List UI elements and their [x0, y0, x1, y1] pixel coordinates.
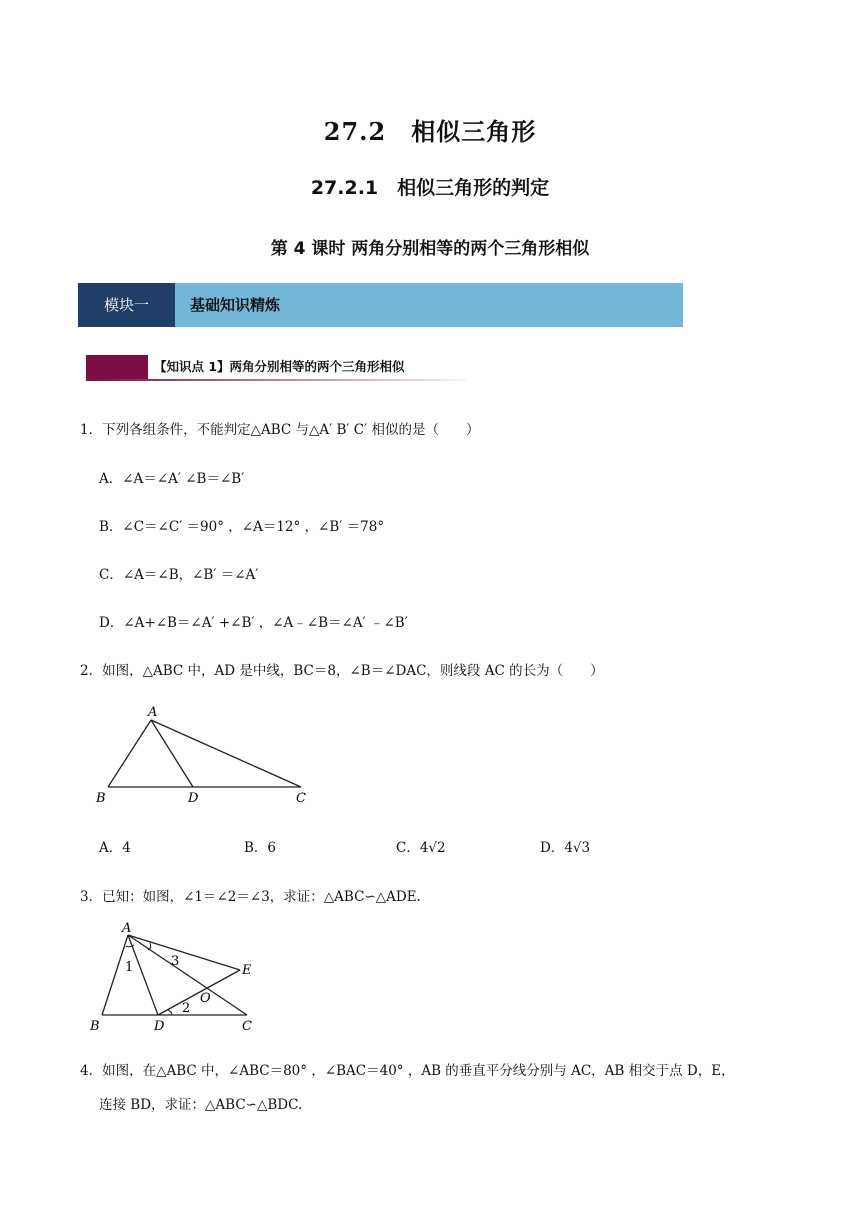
segment-ab [108, 720, 151, 787]
label-d: D [154, 1019, 165, 1034]
q4-line1: 4．如图，在△ABC 中，∠ABC＝80° ，∠BAC＝40° ，AB 的垂直平分线分别与 AC，AB 相交于点 D，E， [80, 1063, 735, 1079]
q1-option-c: C．∠A＝∠B，∠B′ ＝∠A′ [99, 567, 259, 583]
q4-line2: 连接 BD，求证：△ABC∽△BDC. [99, 1097, 303, 1113]
q2-stem: 2．如图，△ABC 中，AD 是中线，BC＝8，∠B＝∠DAC，则线段 AC 的长为（ ） [80, 663, 604, 679]
module-tag: 模块一 [78, 283, 175, 327]
q1-option-b: B．∠C＝∠C′ ＝90° ，∠A＝12° ，∠B′ ＝78° [99, 519, 385, 535]
q2-option-b: B．6 [244, 840, 277, 856]
q1-option-d: D．∠A+∠B＝∠A′ +∠B′ ，∠A﹣∠B＝∠A′ ﹣∠B′ [99, 615, 408, 631]
segment-ae [128, 935, 240, 970]
segment-ad [128, 935, 158, 1015]
q2-figure [92, 700, 322, 810]
q1-stem: 1．下列各组条件，不能判定△ABC 与△A′ B′ C′ 相似的是（ ） [80, 422, 480, 438]
knowledge-point-title: 【知识点 1】两角分别相等的两个三角形相似 [154, 359, 405, 374]
label-angle-1: 1 [125, 960, 134, 975]
module-banner [78, 283, 683, 327]
label-d: D [188, 791, 199, 806]
segment-ab [102, 935, 128, 1015]
knowledge-point-header [86, 355, 466, 381]
label-c: C [242, 1019, 252, 1034]
label-e: E [242, 963, 252, 978]
label-a: A [122, 921, 132, 936]
label-b: B [96, 791, 106, 806]
lesson-title: 第 4 课时 两角分别相等的两个三角形相似 [270, 239, 590, 259]
section-title: 27.2.1 相似三角形的判定 [310, 177, 550, 199]
q3-stem: 3．已知：如图，∠1＝∠2＝∠3，求证：△ABC∽△ADE. [80, 889, 421, 905]
q1-option-a: A．∠A＝∠A′ ∠B＝∠B′ [99, 471, 245, 487]
q2-option-a: A．4 [99, 840, 131, 856]
label-angle-3: 3 [171, 954, 180, 969]
knowledge-point-underline [86, 379, 466, 381]
segment-ac [151, 720, 301, 787]
label-a: A [148, 705, 158, 720]
knowledge-point-bar [86, 355, 148, 379]
label-c: C [296, 791, 306, 806]
label-b: B [90, 1019, 100, 1034]
segment-de [158, 970, 240, 1015]
label-o: O [200, 991, 211, 1006]
main-title: 27.2 相似三角形 [323, 117, 537, 146]
q3-figure [90, 918, 270, 1036]
angle-arc-2 [168, 1010, 172, 1015]
q2-option-c: C．4√2 [396, 840, 446, 856]
q2-option-d: D．4√3 [540, 840, 591, 856]
module-title: 基础知识精炼 [190, 296, 281, 314]
label-angle-2: 2 [182, 1001, 191, 1016]
